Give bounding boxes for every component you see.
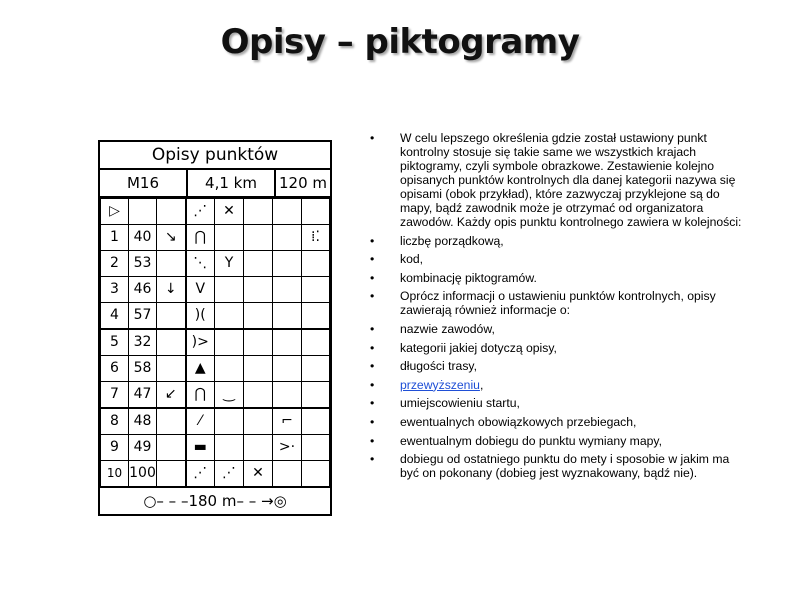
control-symbol: ⋰ — [186, 461, 215, 487]
control-row — [101, 329, 330, 356]
control-symbol: Y — [215, 251, 244, 277]
control-code: 40 — [129, 225, 157, 251]
bullet-suffix: , — [479, 377, 484, 392]
control-number: 9 — [101, 435, 129, 461]
slide-title: Opisy – piktogramy — [220, 22, 580, 62]
control-row — [101, 251, 330, 277]
control-symbol — [302, 303, 330, 330]
control-code: 49 — [129, 435, 157, 461]
control-number: 4 — [101, 303, 129, 330]
bullet-item: • Oprócz informacji o ustawieniu punktów kontrolnych, opisy zawierają również informacje o: — [370, 289, 750, 317]
control-symbol: ↘ — [157, 225, 186, 251]
control-symbol — [215, 329, 244, 356]
bullet-item: • ewentualnym dobiegu do punktu wymiany mapy, — [370, 434, 750, 448]
control-number: 3 — [101, 277, 129, 303]
control-code: 57 — [129, 303, 157, 330]
control-symbol — [273, 303, 302, 330]
control-symbol: >· — [273, 435, 302, 461]
control-symbol — [273, 461, 302, 487]
control-symbol — [215, 277, 244, 303]
control-symbol — [215, 303, 244, 330]
control-symbol: ‿ — [215, 382, 244, 409]
control-symbol: )( — [186, 303, 215, 330]
control-symbol — [157, 408, 186, 435]
control-symbol — [273, 277, 302, 303]
bullet-item: • kategorii jakiej dotyczą opisy, — [370, 341, 750, 355]
control-symbol: ⋰ — [215, 461, 244, 487]
control-symbol: ⌐ — [273, 408, 302, 435]
control-row — [101, 435, 330, 461]
control-symbol — [302, 461, 330, 487]
bullet-item: • kod, — [370, 252, 750, 266]
control-symbol — [302, 329, 330, 356]
start-triangle-icon: ▷ — [101, 199, 129, 225]
control-number: 6 — [101, 356, 129, 382]
bullet-item — [370, 378, 750, 392]
control-symbol — [157, 251, 186, 277]
control-symbol: ⋂ — [186, 382, 215, 409]
control-code: 58 — [129, 356, 157, 382]
course-class: M16 — [100, 170, 188, 196]
control-symbol: ↙ — [157, 382, 186, 409]
control-symbol — [302, 408, 330, 435]
bullet-item: • nazwie zawodów, — [370, 322, 750, 336]
control-symbol — [244, 435, 273, 461]
bullet-item: • W celu lepszego określenia gdzie został ustawiony punkt kontrolny stosuje się takie same we wszystkich krajach piktogramy, czyli symbole obrazkowe. Zestawienie kolejno opisanych punktów kontrolnych dla danej kategorii nazywa się opisami (obok przykład), które zazwyczaj przyklejone są do mapy, bądź zawodnik może je otrzymać od organizatora zawodów. Każdy opis punktu kontrolnego zawiera w kolejności: — [370, 131, 750, 229]
control-row — [101, 408, 330, 435]
control-symbol — [244, 225, 273, 251]
control-symbol — [157, 356, 186, 382]
control-row — [101, 225, 330, 251]
control-symbol — [273, 356, 302, 382]
descriptions-grid — [100, 198, 330, 487]
control-symbol — [273, 251, 302, 277]
bullet-item: • liczbę porządkową, — [370, 234, 750, 248]
control-number: 10 — [101, 461, 129, 487]
control-symbol — [244, 382, 273, 409]
bullet-item: • dobiegu od ostatniego punktu do mety i sposobie w jakim ma być on pokonany (dobieg jest wyznakowany, bądź nie). — [370, 452, 750, 480]
control-row — [101, 461, 330, 487]
control-code: 46 — [129, 277, 157, 303]
control-symbol — [273, 225, 302, 251]
sheet-title: Opisy punktów — [100, 142, 330, 170]
control-row — [101, 382, 330, 409]
control-symbol: ▲ — [186, 356, 215, 382]
control-symbol — [244, 408, 273, 435]
control-symbol: )> — [186, 329, 215, 356]
control-symbol: V — [186, 277, 215, 303]
course-length: 4,1 km — [188, 170, 276, 196]
control-symbol: ↓ — [157, 277, 186, 303]
control-symbol — [157, 329, 186, 356]
control-number: 5 — [101, 329, 129, 356]
control-symbol — [302, 356, 330, 382]
link-przewyzszeniu[interactable]: przewyższeniu — [400, 377, 480, 392]
control-row — [101, 303, 330, 330]
control-symbol: ✕ — [244, 461, 273, 487]
bullet-item: • ewentualnych obowiązkowych przebiegach, — [370, 415, 750, 429]
control-symbol — [157, 303, 186, 330]
course-info-row — [100, 170, 330, 198]
control-symbol — [302, 277, 330, 303]
control-symbol — [273, 382, 302, 409]
control-number: 7 — [101, 382, 129, 409]
control-symbol: ⁞⁚ — [302, 225, 330, 251]
control-symbol — [157, 435, 186, 461]
control-code: 100 — [129, 461, 157, 487]
bullet-item: • kombinację piktogramów. — [370, 271, 750, 285]
control-symbol — [244, 277, 273, 303]
start-symbol-d: ⋰ — [186, 199, 215, 225]
bullet-item: • długości trasy, — [370, 359, 750, 373]
control-symbol — [215, 225, 244, 251]
start-symbol-e: ✕ — [215, 199, 244, 225]
control-symbol — [273, 329, 302, 356]
start-row — [101, 199, 330, 225]
control-symbol — [302, 251, 330, 277]
control-symbol — [215, 435, 244, 461]
control-symbol — [302, 382, 330, 409]
control-symbol: ▬ — [186, 435, 215, 461]
control-symbol: ⋱ — [186, 251, 215, 277]
finish-instructions — [100, 487, 330, 514]
control-code: 47 — [129, 382, 157, 409]
control-number: 8 — [101, 408, 129, 435]
control-code: 32 — [129, 329, 157, 356]
course-climb: 120 m — [278, 174, 327, 192]
description-bullet-list — [370, 131, 750, 485]
control-row — [101, 277, 330, 303]
control-symbol — [244, 356, 273, 382]
control-symbol — [215, 408, 244, 435]
bullet-item: • umiejscowieniu startu, — [370, 396, 750, 410]
control-code: 53 — [129, 251, 157, 277]
control-descriptions-sheet — [98, 140, 332, 516]
control-number: 1 — [101, 225, 129, 251]
finish-route: ○– – –180 m– – →◎ — [143, 492, 287, 510]
control-row — [101, 356, 330, 382]
control-symbol — [244, 329, 273, 356]
control-symbol — [244, 251, 273, 277]
control-symbol — [302, 435, 330, 461]
control-symbol: ⋂ — [186, 225, 215, 251]
control-number: 2 — [101, 251, 129, 277]
control-symbol — [157, 461, 186, 487]
control-code: 48 — [129, 408, 157, 435]
control-symbol — [215, 356, 244, 382]
control-symbol — [244, 303, 273, 330]
control-symbol: ⁄ — [186, 408, 215, 435]
